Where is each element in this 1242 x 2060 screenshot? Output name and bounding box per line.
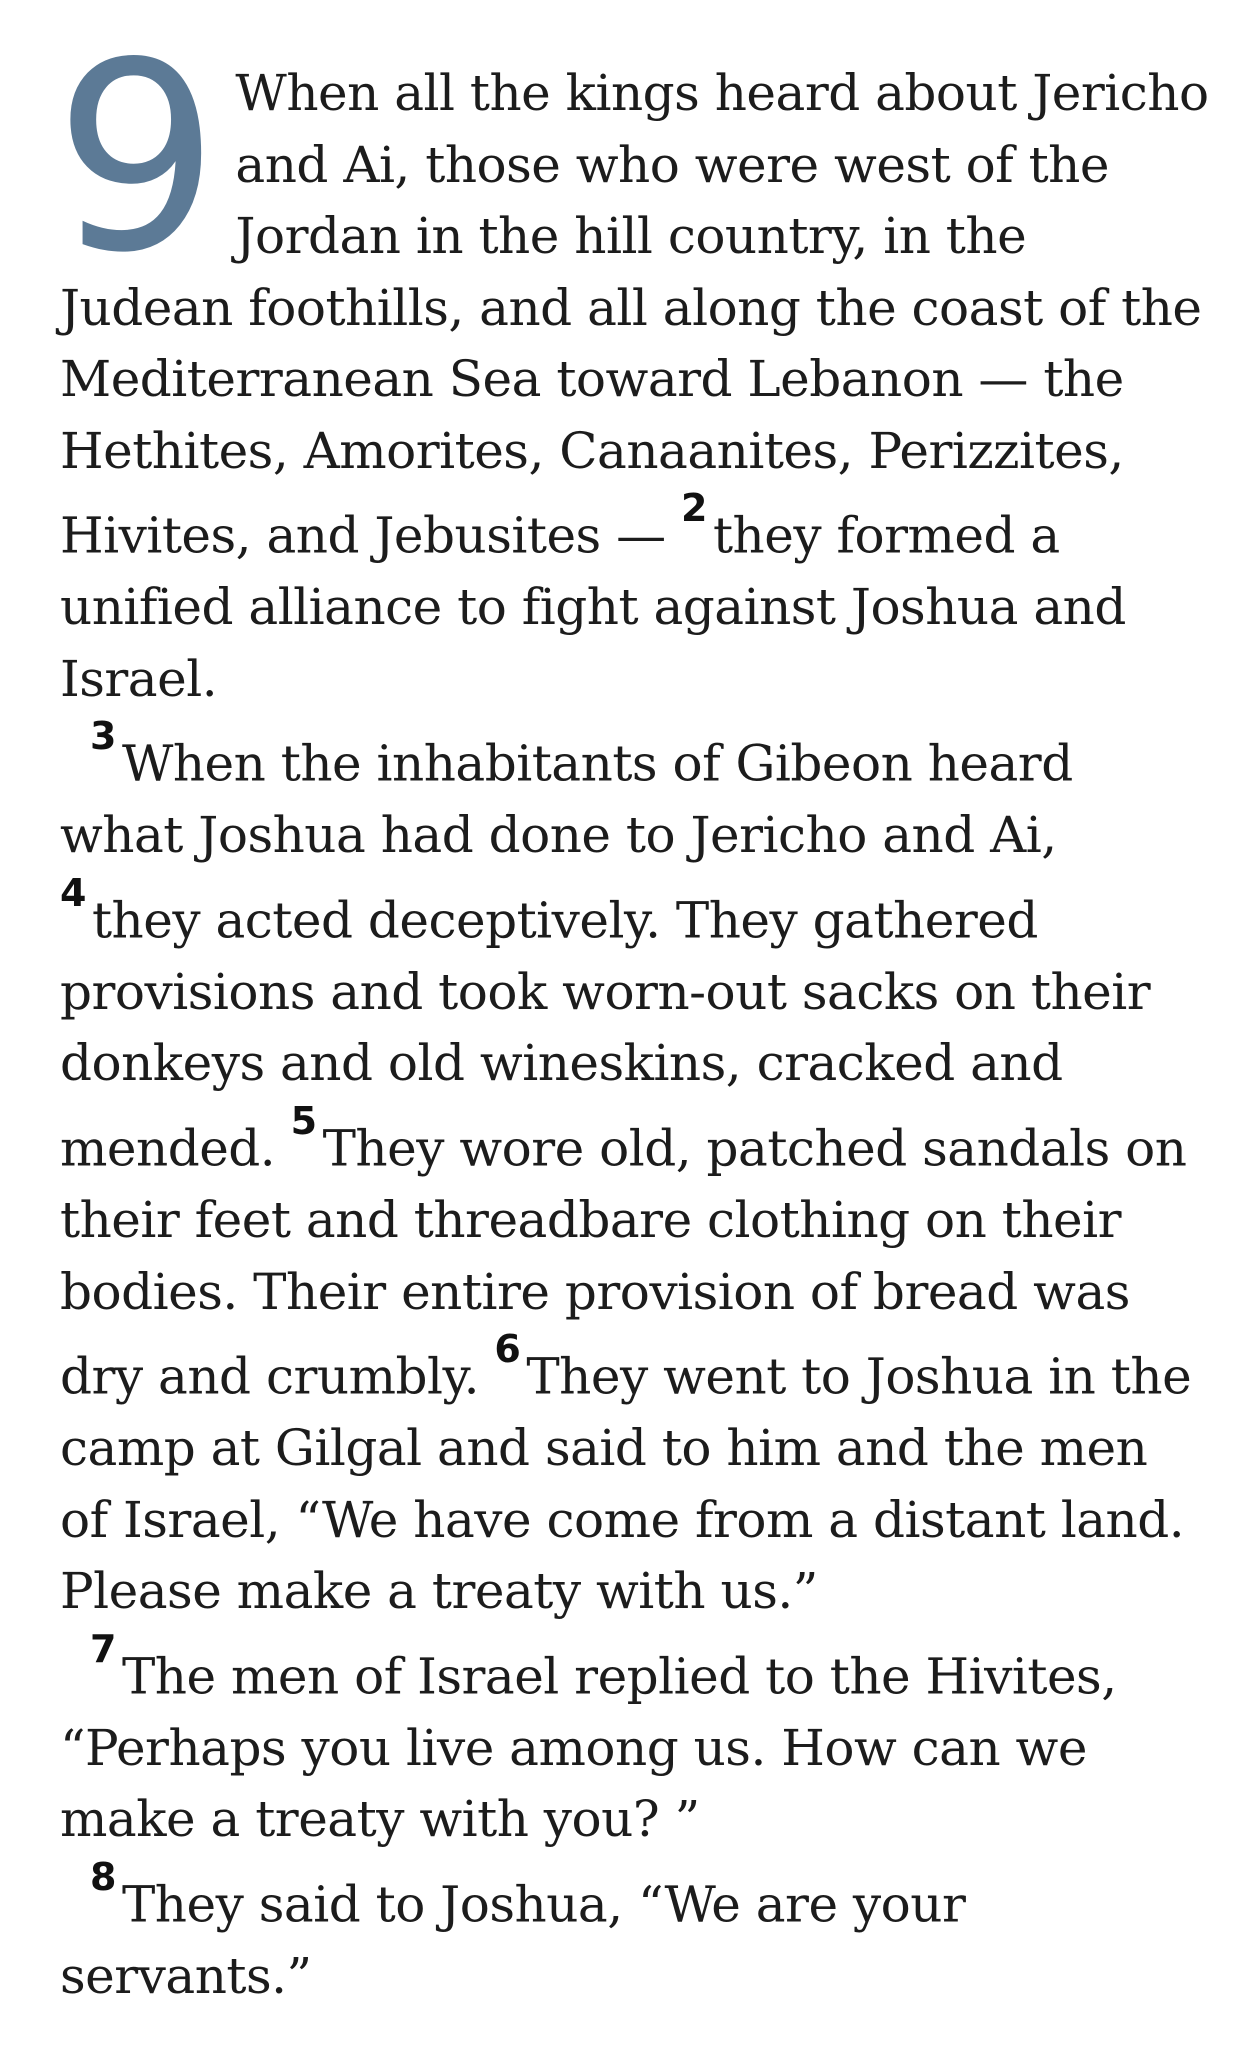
verse-number[interactable]: 8 [90, 1854, 116, 1899]
verse-text: The men of Israel replied to the Hivites, “Perhaps you live among us. How can we make a treaty with you? ” [60, 1647, 1117, 1849]
paragraph-4 [60, 1856, 1210, 2013]
verse-number[interactable]: 3 [90, 714, 116, 759]
verse-1-text: When all the kings heard about Jericho and Ai, those who were west of the Jordan in the hill country, in the Judean foothills, and all along the coast of the Mediterranean Sea toward Lebanon — the Hethites, Amorites, Canaanites, Perizzites, Hivites, and Jebusites — [60, 64, 1209, 565]
chapter-text [54, 8, 1210, 2013]
verse-number[interactable]: 7 [90, 1626, 116, 1671]
verse-text: they formed a unified alliance to fight against Joshua and Israel. [60, 506, 1126, 708]
verse-text: When the inhabitants of Gibeon heard what Joshua had done to Jericho and Ai, [60, 734, 1073, 865]
verse-text: they acted deceptively. They gathered provisions and took worn-out sacks on their donkeys and old wineskins, cracked and mended. [60, 891, 1151, 1178]
paragraph-2 [60, 715, 1210, 1628]
chapter-number: 9 [54, 8, 216, 310]
verse-text: They went to Joshua in the camp at Gilgal and said to him and the men of Israel, “We have come from a distant land. Please make a treaty with us.” [60, 1347, 1192, 1621]
verse-text: They wore old, patched sandals on their feet and threadbare clothing on their bodies. Their entire provision of bread was dry and crumbly. [60, 1119, 1187, 1406]
paragraph-3 [60, 1628, 1210, 1856]
paragraph-1 [54, 8, 1210, 715]
verse-number[interactable]: 6 [494, 1327, 521, 1372]
verse-number[interactable]: 2 [681, 486, 707, 530]
verse-text: They said to Joshua, “We are your servants.” [60, 1875, 966, 2006]
verse-number[interactable]: 5 [290, 1098, 317, 1143]
verse-number[interactable]: 4 [60, 870, 86, 915]
